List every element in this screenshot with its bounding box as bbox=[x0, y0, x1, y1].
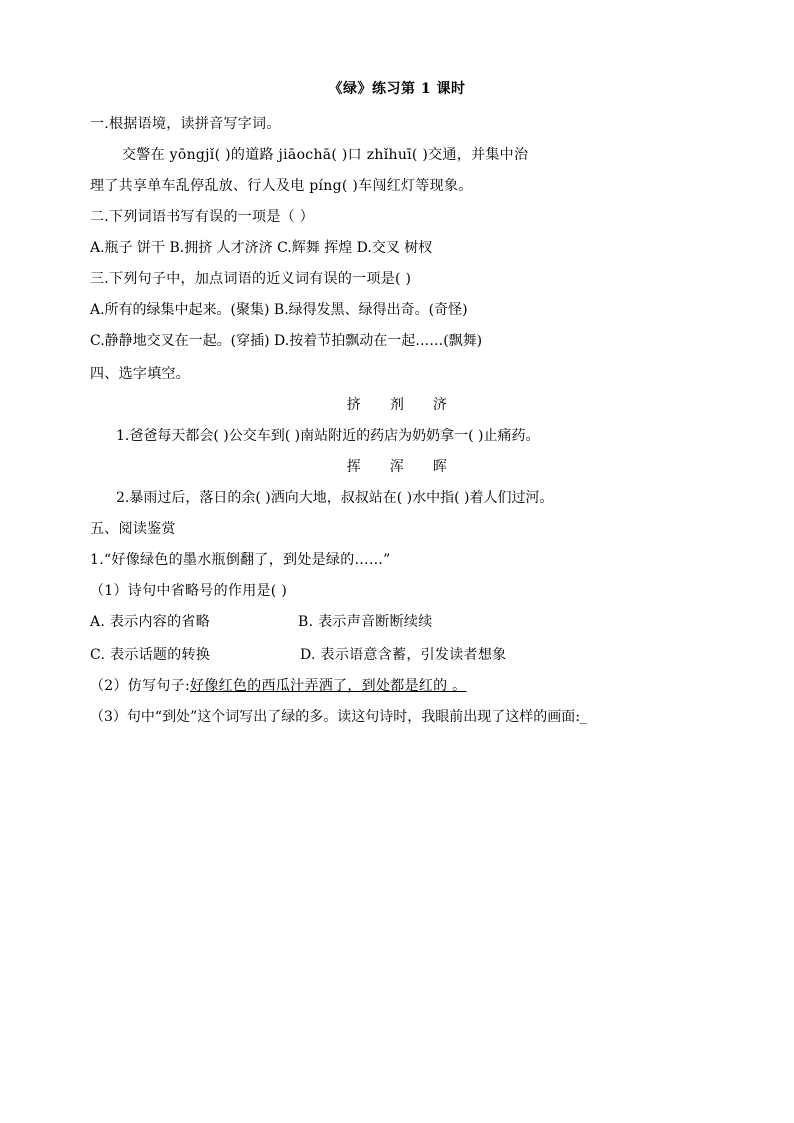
section5-option-c: C. 表示话题的转换 bbox=[90, 647, 211, 663]
char-choice: 挤 bbox=[346, 397, 362, 413]
char-choice: 浑 bbox=[389, 459, 405, 475]
char-choice: 晖 bbox=[432, 459, 448, 475]
section1-heading: 一.根据语境，读拼音写字词。 bbox=[90, 116, 281, 132]
section2-heading: 二.下列词语书写有误的一项是（ ） bbox=[90, 209, 314, 225]
section5-option-b: B. 表示声音断断续续 bbox=[298, 614, 433, 630]
question-2-model-sentence: 好像红色的西瓜汁弄洒了，到处都是红的 。 bbox=[190, 678, 467, 694]
section5-option-d: D. 表示语意含蓄，引发读者想象 bbox=[300, 647, 507, 663]
section3-options-ab: A.所有的绿集中起来。(聚集) B.绿得发黑、绿得出奇。(奇怪) bbox=[90, 302, 468, 318]
section2-options: A.瓶子 饼干 B.拥挤 人才济济 C.辉舞 挥煌 D.交叉 树杈 bbox=[90, 240, 433, 256]
section4-question-1: 1.爸爸每天都会( )公交车到( )南站附近的药店为奶奶拿一( )止痛药。 bbox=[116, 428, 540, 444]
section4-heading: 四、选字填空。 bbox=[90, 366, 191, 382]
section3-options-cd: C.静静地交叉在一起。(穿插) D.按着节拍飘动在一起……(飘舞) bbox=[90, 333, 483, 349]
section4-char-choices-2 bbox=[0, 457, 794, 477]
question-2-prefix: （2）仿写句子: bbox=[90, 678, 191, 694]
section1-line2: 理了共享单车乱停乱放、行人及电 píng( )车闯红灯等现象。 bbox=[90, 178, 473, 194]
section5-question-3: （3）句中“到处”这个词写出了绿的多。读这句诗时，我眼前出现了这样的画面:_ bbox=[90, 709, 587, 725]
section5-question-1: （1）诗句中省略号的作用是( ) bbox=[90, 583, 288, 599]
char-choice: 济 bbox=[432, 397, 448, 413]
char-choice: 剂 bbox=[389, 397, 405, 413]
section5-option-a: A. 表示内容的省略 bbox=[90, 614, 211, 630]
section4-question-2: 2.暴雨过后，落日的余( )洒向大地，叔叔站在( )水中指( )着人们过河。 bbox=[116, 490, 554, 506]
char-choice: 挥 bbox=[346, 459, 362, 475]
section5-quote: 1.“好像绿色的墨水瓶倒翻了，到处是绿的……” bbox=[90, 552, 391, 568]
section3-heading: 三.下列句子中，加点词语的近义词有误的一项是( ) bbox=[90, 271, 412, 287]
section5-heading: 五、阅读鉴赏 bbox=[90, 521, 176, 537]
worksheet-title: 《绿》练习第 1 课时 bbox=[328, 81, 466, 97]
section4-char-choices-1 bbox=[0, 395, 794, 415]
section5-question-2 bbox=[90, 676, 714, 696]
section1-line1: 交警在 yōngjǐ( )的道路 jiāochā( )口 zhǐhuī( )交通，并集中治 bbox=[122, 147, 529, 163]
